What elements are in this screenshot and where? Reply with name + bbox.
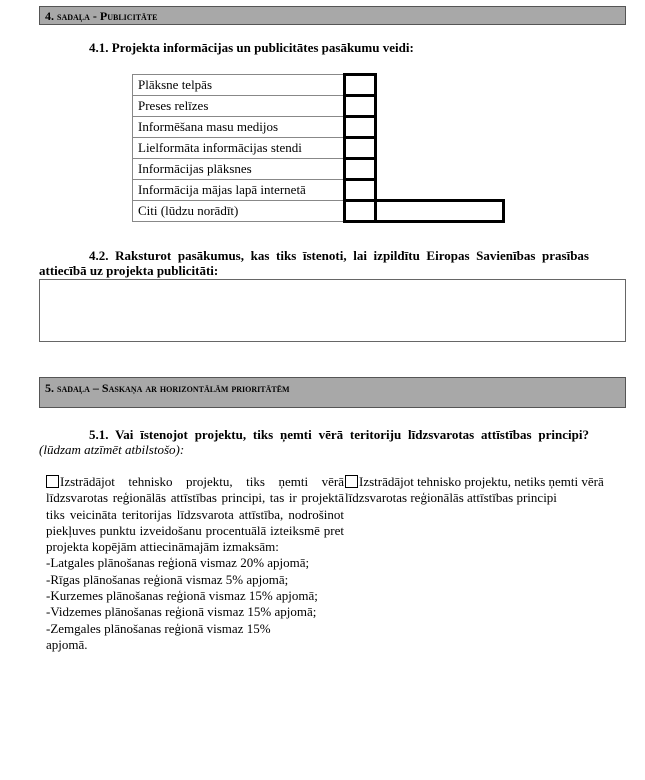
publicity-types-table xyxy=(132,73,505,223)
region-item: -Rīgas plānošanas reģionā vismaz 5% apjomā; xyxy=(46,571,289,587)
section-5-header xyxy=(39,377,626,408)
region-item: -Vidzemes plānošanas reģionā vismaz 15% apjomā; xyxy=(46,604,317,620)
section-number: 4. xyxy=(45,9,54,23)
section-label: sadaļa – xyxy=(57,381,102,395)
option-checkbox[interactable] xyxy=(345,180,376,201)
question-4-1-title: 4.1. Projekta informācijas un publicitātes pasākumu veidi: xyxy=(89,40,414,55)
table-row xyxy=(133,117,504,138)
table-row xyxy=(133,180,504,201)
option-label: Informēšana masu medijos xyxy=(133,117,345,138)
other-specify-field[interactable] xyxy=(376,201,504,222)
option-checkbox[interactable] xyxy=(345,159,376,180)
option-yes-text: Izstrādājot tehnisko projektu, tiks ņemti vērā līdzsvarotas reģionālās attīstības principi, tas ir projektā tiks veicināta teritorijas līdzsvarota attīstība, nodrošinot piekļuves punktu izveidošanu procentuālā izteiksmē pret projekta kopējām attiecināmajām izmaksām: xyxy=(46,474,344,555)
section-title-initial: S xyxy=(101,381,109,395)
checkbox-no[interactable] xyxy=(345,475,358,488)
table-row xyxy=(133,201,504,222)
question-4-2-title: 4.2. Raksturot pasākumus, kas tiks īstenoti, lai izpildītu Eiropas Savienības prasības attiecībā uz projekta publicitāti: xyxy=(39,248,589,278)
option-checkbox[interactable] xyxy=(345,117,376,138)
option-checkbox[interactable] xyxy=(345,138,376,159)
option-label: Informācijas plāksnes xyxy=(133,159,345,180)
option-yes xyxy=(46,474,344,653)
region-item: -Kurzemes plānošanas reģionā vismaz 15% apjomā; xyxy=(46,588,318,604)
option-no xyxy=(345,474,615,507)
option-label: Plāksne telpās xyxy=(133,75,345,96)
question-text: 5.1. Vai īstenojot projektu, tiks ņemti vērā teritoriju līdzsvarotas attīstības principi? xyxy=(89,427,589,442)
option-label: Preses relīzes xyxy=(133,96,345,117)
table-row xyxy=(133,159,504,180)
option-checkbox[interactable] xyxy=(345,96,376,117)
question-hint: (lūdzam atzīmēt atbilstošo): xyxy=(39,442,185,457)
section-title-initial: P xyxy=(99,9,108,23)
table-row xyxy=(133,96,504,117)
section-title: ublicitāte xyxy=(107,9,158,23)
option-no-text: Izstrādājot tehnisko projektu, netiks ņemti vērā līdzsvarotas reģionālās attīstības principi xyxy=(345,474,604,506)
region-item: -Latgales plānošanas reģionā vismaz 20% apjomā; xyxy=(46,555,310,571)
table-row xyxy=(133,75,504,96)
section-number: 5. xyxy=(45,381,54,395)
checkbox-yes[interactable] xyxy=(46,475,59,488)
section-4-header xyxy=(39,6,626,25)
option-label: Citi (lūdzu norādīt) xyxy=(133,201,345,222)
option-checkbox[interactable] xyxy=(345,75,376,96)
region-item: -Zemgales plānošanas reģionā vismaz 15% apjomā. xyxy=(46,620,271,652)
section-label: sadaļa - xyxy=(57,9,100,23)
publicity-description-field[interactable] xyxy=(39,279,626,342)
option-label: Lielformāta informācijas stendi xyxy=(133,138,345,159)
section-title: askaņa ar horizontālām prioritātēm xyxy=(108,381,290,395)
option-checkbox[interactable] xyxy=(345,201,376,222)
table-row xyxy=(133,138,504,159)
question-5-1-title xyxy=(39,427,589,457)
option-label: Informācija mājas lapā internetā xyxy=(133,180,345,201)
